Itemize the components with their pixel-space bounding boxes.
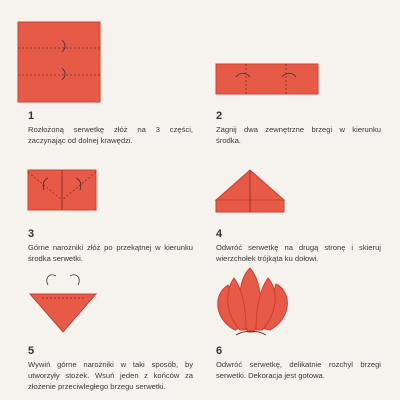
step-4-text: Odwróć serwetkę na drugą stronę i skieruj wierzchołek trójkąta ku dołowi. <box>216 243 381 263</box>
step-6-number: 6 <box>216 345 223 357</box>
step-3-number: 3 <box>28 228 35 240</box>
step-5-text: Wywiń górne narożniki w taki sposób, by utworzyły stożek. Wsuń jeden z końców za złożenie przeciwległego brzegu serwetki. <box>28 360 193 391</box>
step-4-number: 4 <box>216 228 223 240</box>
step-6-text: Odwróć serwetkę, delikatnie rozchyl brzegi serwetki. Dekoracja jest gotowa. <box>216 360 381 380</box>
step-2-text: Zagnij dwa zewnętrzne brzegi w kierunku środka. <box>216 125 381 145</box>
step-5-number: 5 <box>28 345 35 357</box>
step-1-text: Rozłożoną serwetkę złóż na 3 części, zaczynając od dolnej krawędzi. <box>28 125 193 145</box>
step-1-number: 1 <box>28 110 35 122</box>
step-3-text: Górne narożniki złóż po przekątnej w kierunku środka serwetki. <box>28 243 193 263</box>
step-2-number: 2 <box>216 110 223 122</box>
